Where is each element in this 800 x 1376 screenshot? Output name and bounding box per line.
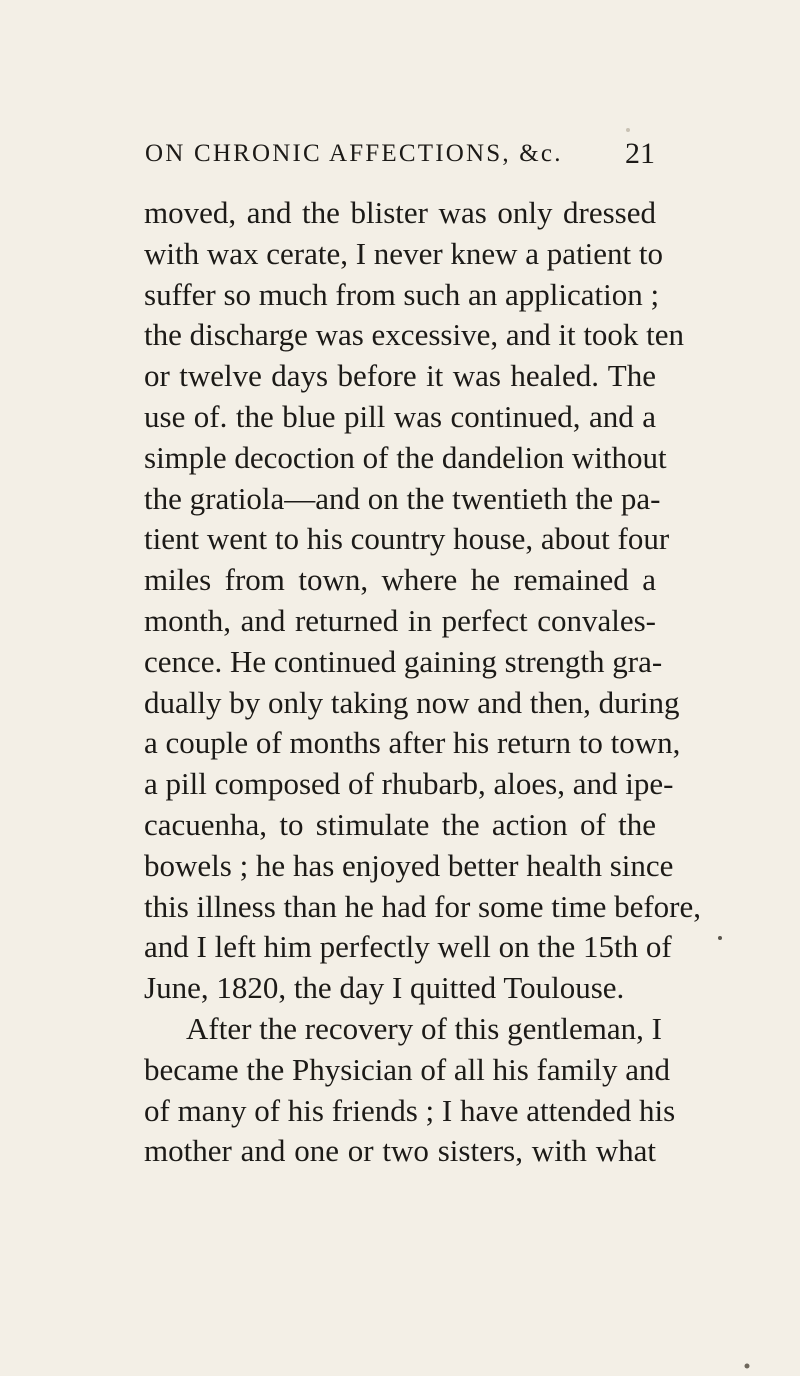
text-line: cence. He continued gaining strength gra- bbox=[144, 643, 663, 679]
text-line: moved, and the blister was only dressed bbox=[144, 195, 656, 230]
text-line: cacuenha, to stimulate the action of the bbox=[144, 806, 656, 842]
running-title: ON CHRONIC AFFECTIONS, &c. bbox=[145, 140, 563, 167]
text-line: with wax cerate, I never knew a patient to bbox=[144, 235, 664, 271]
text-line: this illness than he had for some time before, bbox=[144, 888, 702, 924]
page-number: 21 bbox=[625, 137, 655, 170]
paper-speck bbox=[626, 128, 630, 132]
text-line: became the Physician of all his family and bbox=[144, 1051, 670, 1087]
text-line: tient went to his country house, about four bbox=[144, 521, 670, 557]
text-line: dually by only taking now and then, during bbox=[144, 684, 680, 720]
text-line: miles from town, where he remained a bbox=[144, 562, 656, 598]
text-line: of many of his friends ; I have attended his bbox=[144, 1092, 676, 1128]
running-head bbox=[145, 137, 655, 180]
text-line: the discharge was excessive, and it took ten bbox=[144, 317, 685, 353]
text-line: or twelve days before it was healed. The bbox=[144, 358, 656, 394]
text-line: the gratiola—and on the twentieth the pa- bbox=[144, 480, 661, 516]
paragraph-start-line: After the recovery of this gentleman, I bbox=[186, 1010, 663, 1046]
text-line: bowels ; he has enjoyed better health since bbox=[144, 847, 674, 883]
text-line: suffer so much from such an application ; bbox=[144, 276, 660, 312]
paper-speck bbox=[745, 1364, 750, 1369]
text-line: month, and returned in perfect convales- bbox=[144, 602, 656, 638]
text-line: mother and one or two sisters, with what bbox=[144, 1133, 656, 1169]
paper-speck bbox=[718, 936, 722, 940]
paragraph-end-line: June, 1820, the day I quitted Toulouse. bbox=[144, 970, 625, 1006]
text-line: use of. the blue pill was continued, and a bbox=[144, 398, 656, 434]
text-line: simple decoction of the dandelion without bbox=[144, 439, 667, 475]
text-line: a couple of months after his return to town, bbox=[144, 725, 681, 761]
body-text bbox=[144, 193, 702, 1172]
text-line: and I left him perfectly well on the 15th of bbox=[144, 929, 672, 965]
text-line: a pill composed of rhubarb, aloes, and ipe- bbox=[144, 766, 674, 802]
